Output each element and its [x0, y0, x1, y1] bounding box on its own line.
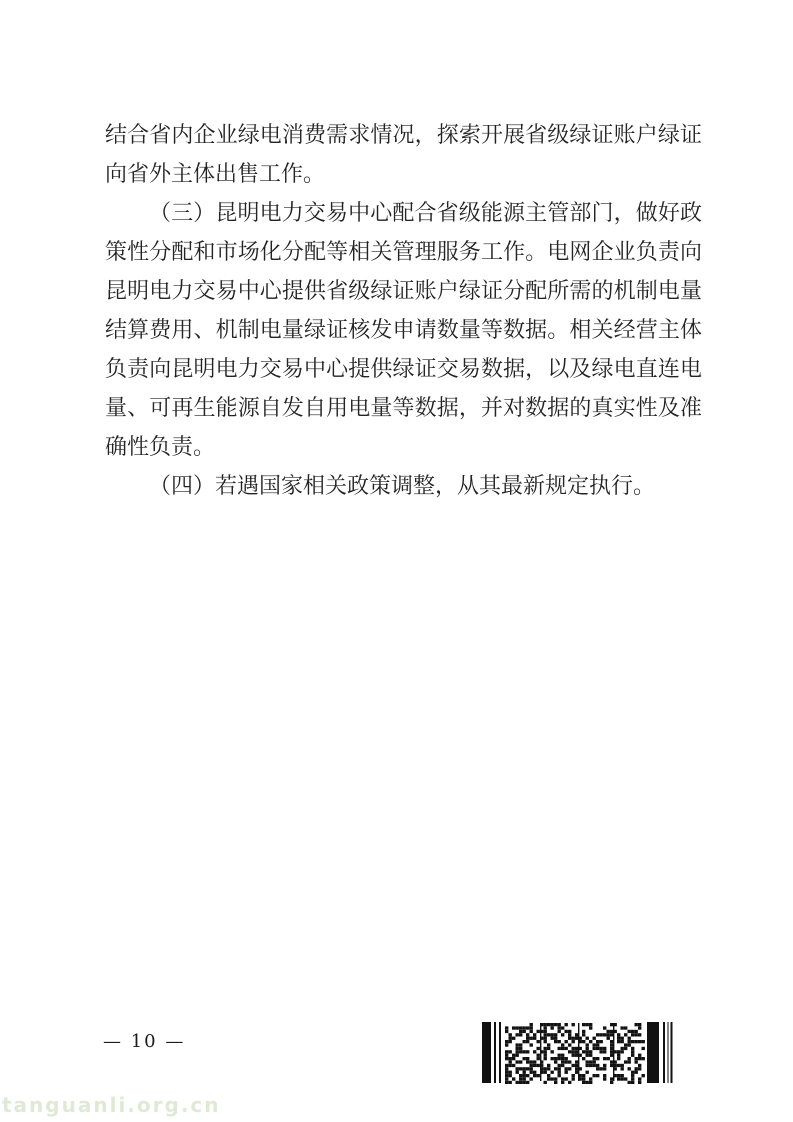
text-line: 负责向昆明电力交易中心提供绿证交易数据，以及绿电直连电	[105, 357, 702, 382]
body-text	[105, 116, 702, 506]
text-line: 策性分配和市场化分配等相关管理服务工作。电网企业负责向	[105, 240, 702, 265]
text-line: （四）若遇国家相关政策调整，从其最新规定执行。	[149, 474, 656, 499]
text-line: 昆明电力交易中心提供省级绿证账户绿证分配所需的机制电量	[105, 279, 702, 304]
text-line: （三）昆明电力交易中心配合省级能源主管部门，做好政	[149, 201, 702, 226]
matrix-barcode	[482, 1021, 674, 1084]
text-line: 向省外主体出售工作。	[105, 162, 326, 187]
text-line: 确性负责。	[105, 435, 216, 460]
page-number: — 10 —	[103, 1031, 186, 1052]
site-watermark: tanguanli.org.cn	[2, 1093, 221, 1117]
text-line: 结合省内企业绿电消费需求情况，探索开展省级绿证账户绿证	[105, 123, 702, 148]
text-line: 结算费用、机制电量绿证核发申请数量等数据。相关经营主体	[105, 318, 702, 343]
text-line: 量、可再生能源自发自用电量等数据，并对数据的真实性及准	[105, 396, 702, 421]
